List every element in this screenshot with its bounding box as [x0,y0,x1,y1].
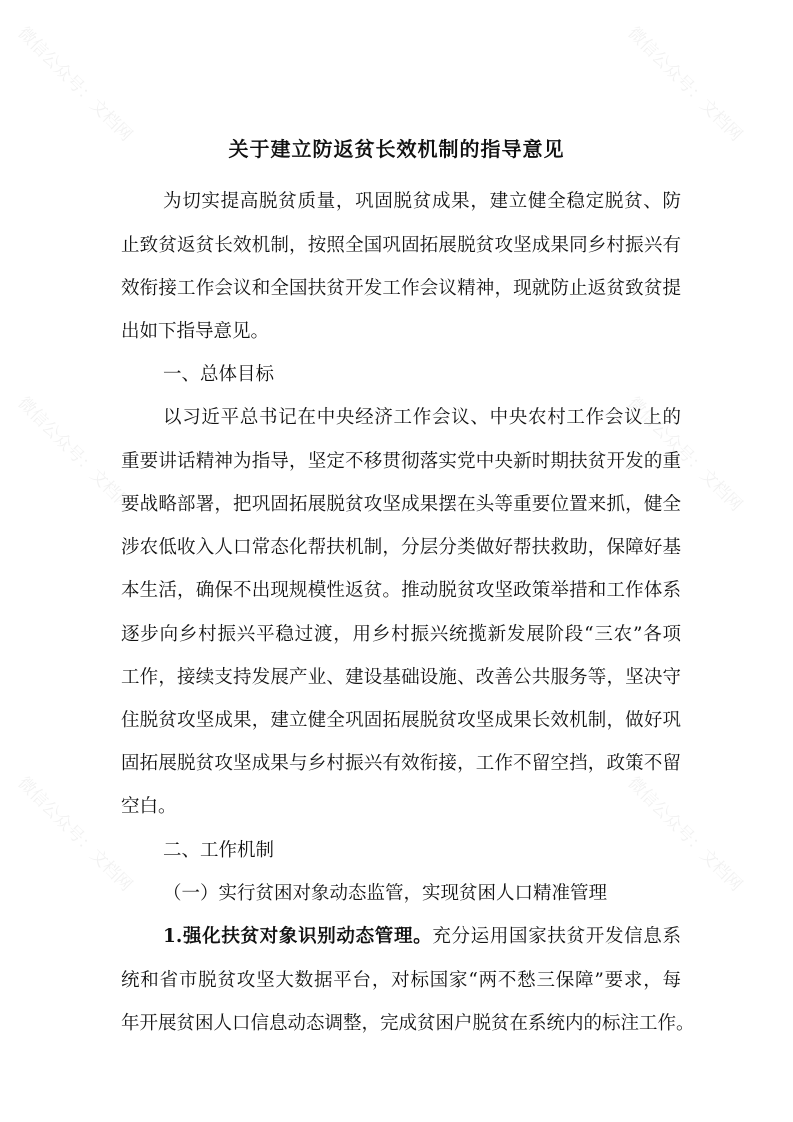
paragraph-line: 固拓展脱贫攻坚成果与乡村振兴有效衔接，工作不留空挡，政策不留 [121,753,681,774]
watermark: 微信公众号：文档网 [623,23,746,146]
watermark: 微信公众号：文档网 [623,393,746,516]
item-line [163,924,681,950]
paragraph-line: 效衔接工作会议和全国扶贫开发工作会议精神，现就防止返贫致贫提 [121,278,681,299]
paragraph-line: 要战略部署，把巩固拓展脱贫攻坚成果摆在头等重要位置来抓，健全 [121,494,681,515]
item-text: 充分运用国家扶贫开发信息系 [432,926,681,947]
watermark: 微信公众号：文档网 [623,773,746,896]
paragraph-line: 以习近平总书记在中央经济工作会议、中央农村工作会议上的 [163,407,681,428]
section-heading: 二、工作机制 [163,840,275,861]
document-title: 关于建立防返贫长效机制的指导意见 [228,137,565,161]
paragraph-line: 住脱贫攻坚成果，建立健全巩固拓展脱贫攻坚成果长效机制，做好巩 [121,710,681,731]
watermark: 微信公众号：文档网 [13,393,136,516]
paragraph-line: 出如下指导意见。 [121,321,270,342]
paragraph-line: 空白。 [121,796,177,817]
paragraph-line: 逐步向乡村振兴平稳过渡，用乡村振兴统揽新发展阶段“三农”各项 [121,624,681,645]
section-heading: 一、总体目标 [163,364,275,385]
subsection-heading: （一）实行贫困对象动态监管，实现贫困人口精准管理 [163,883,608,904]
paragraph-line: 重要讲话精神为指导，坚定不移贯彻落实党中央新时期扶贫开发的重 [121,451,681,472]
paragraph-line: 统和省市脱贫攻坚大数据平台，对标国家“两不愁三保障”要求，每 [121,970,681,991]
item-heading: 1.强化扶贫对象识别动态管理。 [163,926,433,947]
paragraph-line: 为切实提高脱贫质量，巩固脱贫成果，建立健全稳定脱贫、防 [163,191,681,212]
paragraph-line: 涉农低收入人口常态化帮扶机制，分层分类做好帮扶救助，保障好基 [121,537,681,558]
paragraph-line: 年开展贫困人口信息动态调整，完成贫困户脱贫在系统内的标注工作。 [121,1013,695,1034]
watermark: 微信公众号：文档网 [13,23,136,146]
paragraph-line: 工作，接续支持发展产业、建设基础设施、改善公共服务等，坚决守 [121,667,681,688]
paragraph-line: 本生活，确保不出现规模性返贫。推动脱贫攻坚政策举措和工作体系 [121,580,681,601]
watermark: 微信公众号：文档网 [13,773,136,896]
paragraph-line: 止致贫返贫长效机制，按照全国巩固拓展脱贫攻坚成果同乡村振兴有 [121,235,681,256]
